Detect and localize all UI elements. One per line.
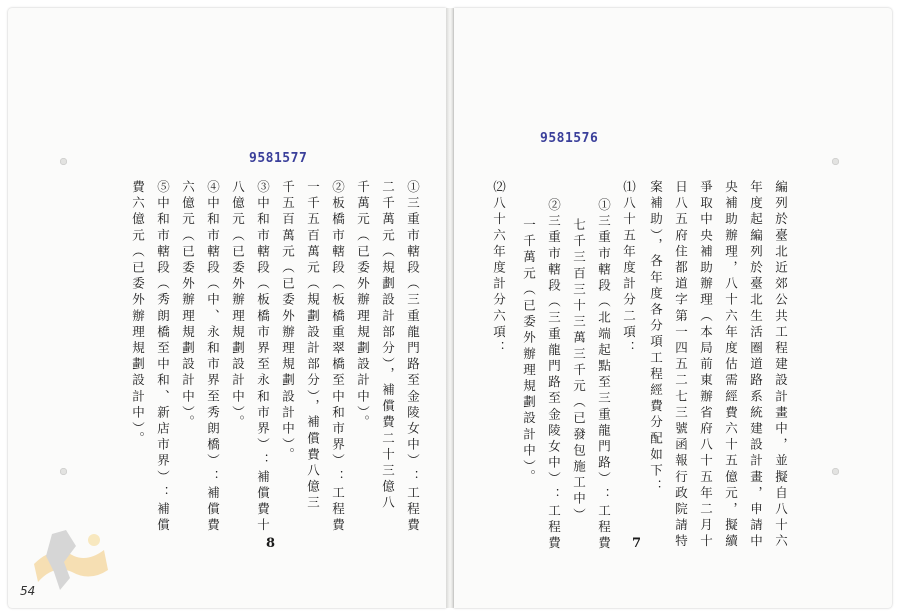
text-column: ②三重市轄段（三重龍門路至金陵女中）：工程費 bbox=[546, 198, 562, 553]
book-gutter bbox=[446, 8, 454, 608]
text-column: 一千五百萬元（規劃設計部分），補償費八億三 bbox=[305, 180, 321, 512]
text-column: 央補助辦理，八十六年度估需經費六十五億元，擬續 bbox=[723, 180, 739, 551]
text-column: 案補助），各年度各分項工程經費分配如下： bbox=[648, 180, 664, 496]
handwritten-page-number: 54 bbox=[20, 584, 36, 598]
text-column: ①三重市轄段（北端起點至三重龍門路）：工程費 bbox=[596, 198, 612, 553]
right-page bbox=[454, 8, 892, 608]
page-number: 8 bbox=[266, 536, 276, 551]
text-column: 日八五府住都道字第一四五二七三號函報行政院請特 bbox=[673, 180, 689, 551]
archive-logo-watermark bbox=[24, 526, 116, 596]
text-column: ①三重市轄段（三重龍門路至金陵女中）：工程費 bbox=[405, 180, 421, 535]
text-column: ④中和市轄段（中、永和市界至秀朗橋）：補償費 bbox=[205, 180, 221, 535]
text-column: 六億元（已委外辦理規劃設計中）。 bbox=[180, 180, 196, 432]
document-spread bbox=[6, 8, 894, 608]
document-stamp-number: 9581577 bbox=[249, 151, 308, 166]
binding-hole bbox=[60, 468, 67, 475]
text-column: 爭取中央補助辦理（本局前東辦省府八十五年二月十 bbox=[698, 180, 714, 551]
text-column: ②板橋市轄段（板橋重翠橋至中和市界）：工程費 bbox=[330, 180, 346, 535]
text-column: 千萬元（已委外辦理規劃設計中）。 bbox=[355, 180, 371, 432]
text-column: 一千萬元（已委外辦理規劃設計中）。 bbox=[521, 218, 537, 486]
text-column: ⑴八十五年度計分二項： bbox=[621, 180, 637, 358]
text-column: 千五百萬元（已委外辦理規劃設計中）。 bbox=[280, 180, 296, 464]
binding-hole bbox=[832, 158, 839, 165]
text-column: 七千三百三十三萬三千元（已發包施工中） bbox=[571, 218, 587, 524]
left-page bbox=[8, 8, 446, 608]
text-column: ③中和市轄段（板橋市界至永和市界）：補償費十 bbox=[255, 180, 271, 535]
binding-hole bbox=[60, 158, 67, 165]
document-stamp-number: 9581576 bbox=[540, 131, 599, 146]
page-number: 7 bbox=[632, 536, 642, 551]
text-column: ⑤中和市轄段（秀朗橋至中和、新店市界）：補償 bbox=[155, 180, 171, 535]
text-column: 編列於臺北近郊公共工程建設計畫中，並擬自八十六 bbox=[773, 180, 789, 551]
text-column: 年度起編列於臺北生活圈道路系統建設計畫，申請中 bbox=[748, 180, 764, 551]
text-column: ⑵八十六年度計分六項： bbox=[491, 180, 507, 358]
binding-hole bbox=[832, 468, 839, 475]
text-column: 費六億元（已委外辦理規劃設計中）。 bbox=[130, 180, 146, 448]
text-column: 二千萬元（規劃設計部分），補償費二十三億八 bbox=[380, 180, 396, 512]
text-column: 八億元（已委外辦理規劃設計中）。 bbox=[230, 180, 246, 432]
